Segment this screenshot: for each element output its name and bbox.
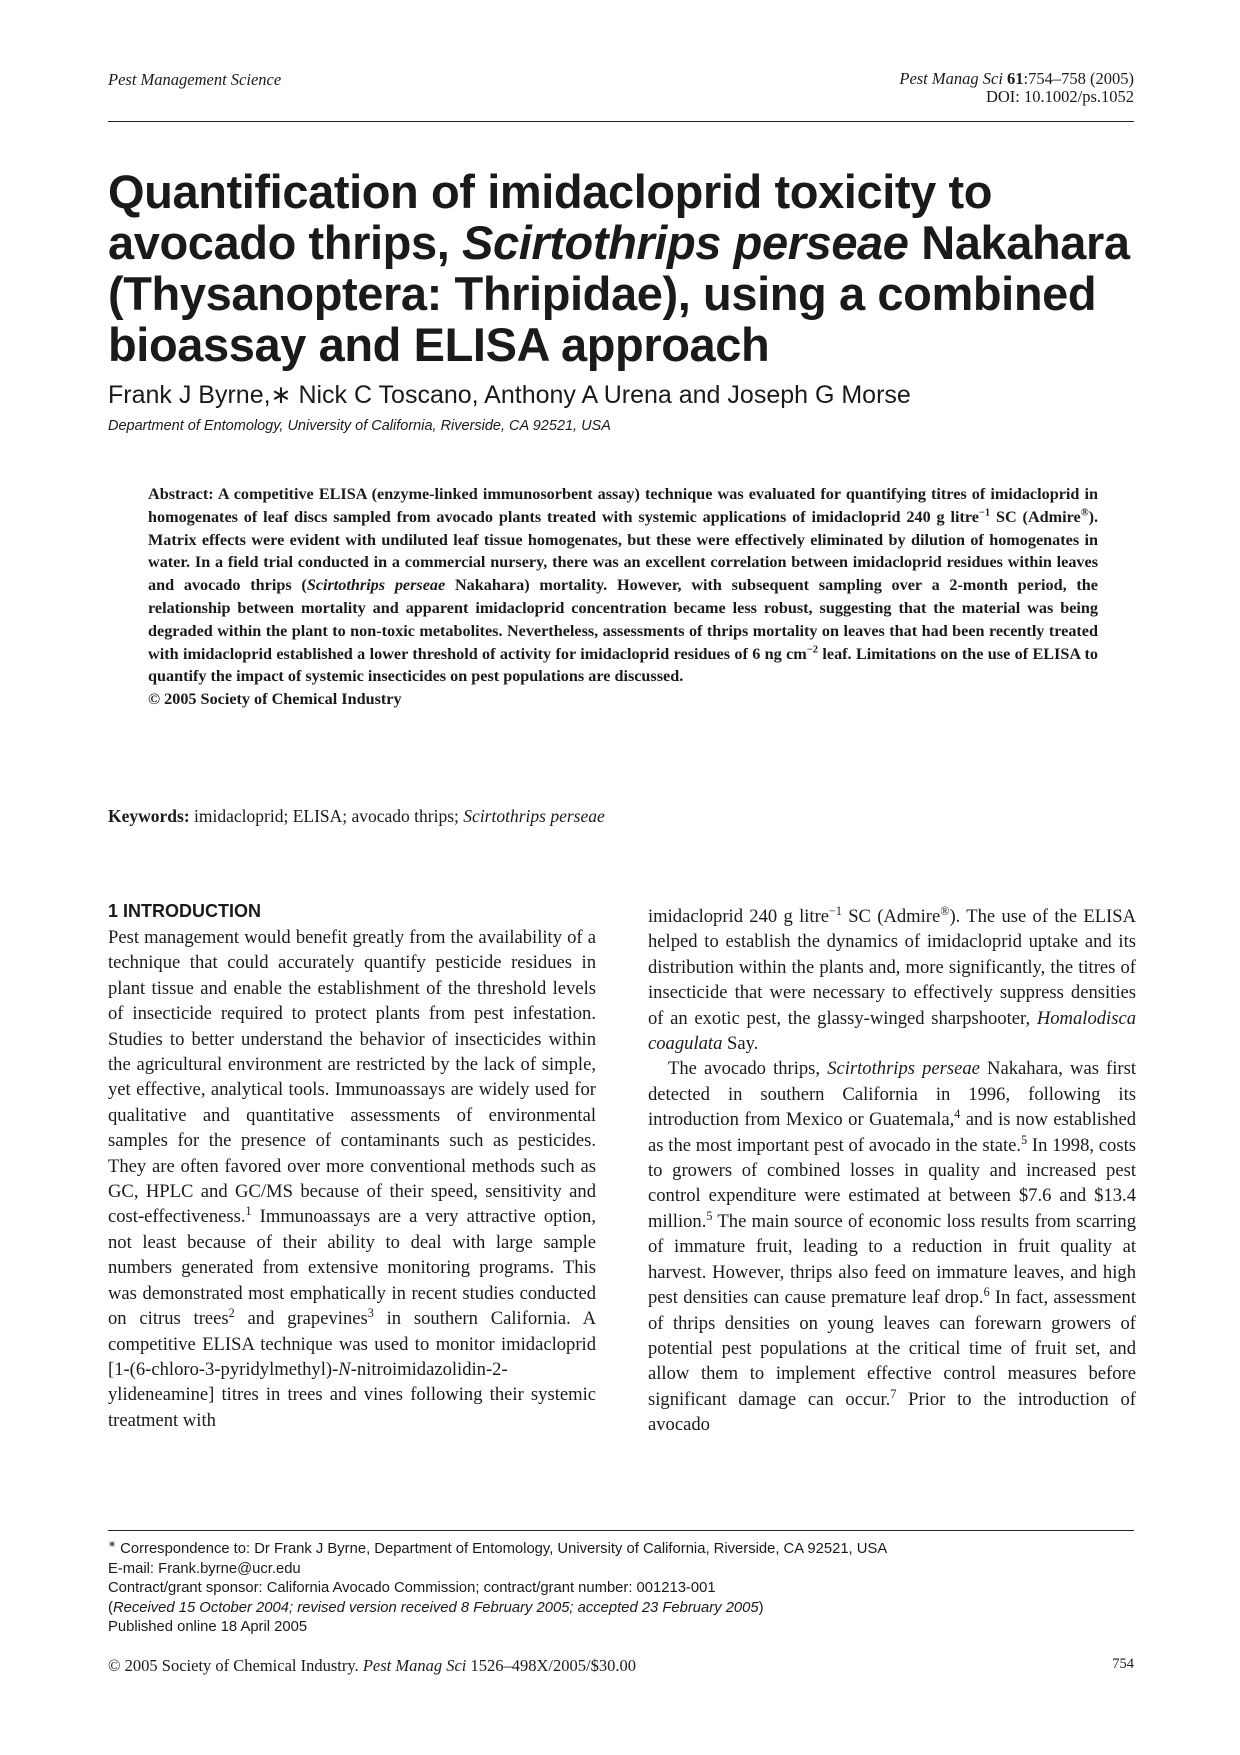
abstract-species: Scirtothrips perseae — [306, 576, 446, 595]
text-run: The avocado thrips, — [668, 1058, 828, 1080]
abstract-part-3: ). Matrix effects were evident with undiluted leaf tissue homogenates, but these were effectively eliminated by dilution of homogenates in water. In a field trial conducted in a commercial nursery, there was an excellent correlation between imidacloprid residues within leaves and avocado thrips ( — [148, 507, 1098, 595]
asterisk-mark: ∗ — [108, 1539, 117, 1551]
text-run: -nitroimidazolidin-2-ylideneamine] titres in trees and vines following their systemic treatment with — [108, 1358, 596, 1431]
citation-journal: Pest Manag Sci — [899, 69, 1003, 88]
section-heading: 1 INTRODUCTION — [108, 901, 261, 921]
footnote-received — [108, 1599, 887, 1619]
paren: ( — [108, 1599, 113, 1616]
citation-volume: 61 — [1007, 69, 1024, 88]
citation-ref: 6 — [983, 1284, 990, 1299]
abstract-part-4: Nakahara) mortality. However, with subsequent sampling over a 2-month period, the relationship between mortality and apparent imidacloprid concentration became less robust, suggesting that the material was being degraded within the plant to non-toxic metabolites. Nevertheless, assessments of thrips mortality on leaves that had been recently treated with imidacloprid established a lower threshold of activity for imidacloprid residues of 6 ng cm — [148, 576, 1098, 663]
abstract-text — [148, 483, 1098, 688]
abstract-part-2: SC (Admire — [990, 507, 1081, 526]
citation-ref: 4 — [954, 1107, 961, 1122]
paren: ) — [758, 1599, 764, 1616]
body-column-left — [108, 900, 596, 1433]
keywords-species: Scirtothrips perseae — [463, 806, 605, 826]
intro-paragraph-2 — [648, 1056, 1136, 1437]
text-run: Pest management would benefit greatly from the availability of a technique that could accurately quantify pesticide residues in plant tissue and enable the establishment of the threshold levels of insecticide required to protect plants from pest infestation. Studies to better understand the behavior of insecticides within the agricultural environment are restricted by the lack of simple, yet effective, analytical tools. Immunoassays are widely used for qualitative and quantitative assessments of environmental samples for the presence of contaminants such as pesticides. They are often favored over more conventional methods such as GC, HPLC and GC/MS because of their speed, sensitivity and cost-effectiveness. — [108, 927, 596, 1228]
abstract-copyright: © 2005 Society of Chemical Industry — [148, 690, 402, 709]
title-species: Scirtothrips perseae — [462, 216, 909, 269]
text-run: In 1998, costs to growers of combined losses in quality and increased pest control expenditure were estimated at between $7.6 and $13.4 million. — [648, 1134, 1136, 1232]
abstract-sup-2: −2 — [806, 644, 819, 656]
body-column-right — [648, 904, 1136, 1438]
text-run: Immunoassays are a very attractive option, not least because of their ability to deal with large sample numbers generated from extensive monitoring programs. This was demonstrated most emphatically in recent studies conducted on citrus trees — [108, 1206, 596, 1330]
footnote-published: Published online 18 April 2005 — [108, 1619, 308, 1635]
text-run: Say. — [722, 1033, 759, 1055]
text-run: Nakahara, was first detected in southern California in 1996, following its introduction from Mexico or Guatemala, — [648, 1058, 1136, 1131]
page-number: 754 — [1112, 1656, 1134, 1672]
text-run: ). The use of the ELISA helped to establish the dynamics of imidacloprid uptake and its distribution within the plants and, more significantly, the titres of insecticide that were necessary to effectively suppress densities of an exotic pest, the glassy-winged sharpshooter, — [648, 906, 1137, 1029]
article-title — [108, 166, 1168, 370]
citation-line — [899, 70, 1134, 88]
superscript: −1 — [829, 903, 842, 918]
text-run: Prior to the introduction of avocado — [648, 1388, 1136, 1436]
keywords-list: imidacloprid; ELISA; avocado thrips; — [189, 806, 464, 826]
text-run: The main source of economic loss results from scarring of immature fruit, leading to a reduction in fruit quality at harvest. However, thrips also feed on immature leaves, and high pest densities can cause premature leaf drop. — [648, 1210, 1136, 1309]
received-dates: Received 15 October 2004; revised version received 8 February 2005; accepted 23 February 2005 — [112, 1599, 759, 1616]
journal-name: Pest Management Science — [108, 70, 282, 89]
species-name: Homalodisca coagulata — [648, 1007, 1136, 1055]
abstract — [148, 483, 1098, 711]
citation-ref: 3 — [367, 1305, 374, 1320]
footnote-correspondence — [108, 1540, 887, 1560]
footnote-rule — [108, 1530, 1134, 1531]
abstract-part-5: leaf. Limitations on the use of ELISA to quantify the impact of systemic insecticides on pest populations are discussed. — [148, 644, 1098, 686]
citation-pages: :754–758 (2005) — [1023, 69, 1134, 88]
correspondence-text: Correspondence to: Dr Frank J Byrne, Department of Entomology, University of California, Riverside, CA 92521, USA — [116, 1541, 888, 1557]
doi: DOI: 10.1002/ps.1052 — [985, 87, 1134, 106]
registered-mark: ® — [1080, 507, 1089, 519]
intro-paragraph-1-cont — [648, 904, 1136, 1056]
footer-copyright: © 2005 Society of Chemical Industry. — [108, 1656, 363, 1675]
title-part-1: Quantification of imidacloprid toxicity to avocado thrips, — [108, 165, 993, 269]
text-run: in southern California. A competitive ELISA technique was used to monitor imidacloprid [1-(6-chloro-3-pyridylmethyl)- — [108, 1308, 596, 1380]
italic-n: N — [338, 1358, 351, 1380]
text-run: In fact, assessment of thrips densities on young leaves can forewarn growers of potential pest populations at the critical time of fruit set, and allow them to implement effective control measures before significant damage can occur. — [648, 1287, 1137, 1410]
abstract-part-1: Abstract: A competitive ELISA (enzyme-linked immunosorbent assay) technique was evaluated for quantifying titres of imidacloprid in homogenates of leaf discs sampled from avocado plants treated with systemic applications of imidacloprid 240 g litre — [148, 485, 1098, 526]
text-run: and is now established as the most important pest of avocado in the state. — [648, 1109, 1136, 1156]
footnotes — [108, 1540, 887, 1638]
species-name: Scirtothrips perseae — [827, 1058, 980, 1080]
header-rule — [108, 121, 1134, 122]
running-head — [108, 70, 1134, 114]
intro-paragraph-1 — [108, 925, 596, 1433]
keywords-label: Keywords: — [108, 806, 190, 826]
page-footer — [108, 1656, 1134, 1676]
citation-ref: 2 — [228, 1305, 235, 1320]
citation-ref: 7 — [890, 1386, 897, 1401]
text-run: SC (Admire — [841, 906, 941, 927]
citation-ref: 5 — [706, 1208, 713, 1223]
citation-ref: 1 — [245, 1204, 252, 1219]
citation-block — [899, 70, 1134, 106]
abstract-sup-1: −1 — [978, 507, 991, 519]
authors: Frank J Byrne,∗ Nick C Toscano, Anthony A Urena and Joseph G Morse — [108, 381, 911, 409]
title-part-2: Nakahara (Thysanoptera: Thripidae), using a combined bioassay and ELISA approach — [108, 216, 1130, 371]
footer-issn: 1526–498X/2005/$30.00 — [466, 1656, 636, 1675]
footer-journal: Pest Manag Sci — [362, 1656, 467, 1675]
keywords — [108, 806, 605, 827]
footnote-email: E-mail: Frank.byrne@ucr.edu — [108, 1560, 301, 1577]
text-run: and grapevines — [234, 1308, 368, 1330]
registered-mark: ® — [940, 903, 950, 918]
affiliation: Department of Entomology, University of California, Riverside, CA 92521, USA — [108, 418, 611, 434]
citation-ref: 5 — [1021, 1132, 1028, 1147]
text-run: imidacloprid 240 g litre — [648, 906, 830, 927]
footnote-contract: Contract/grant sponsor: California Avocado Commission; contract/grant number: 001213-001 — [108, 1580, 716, 1596]
